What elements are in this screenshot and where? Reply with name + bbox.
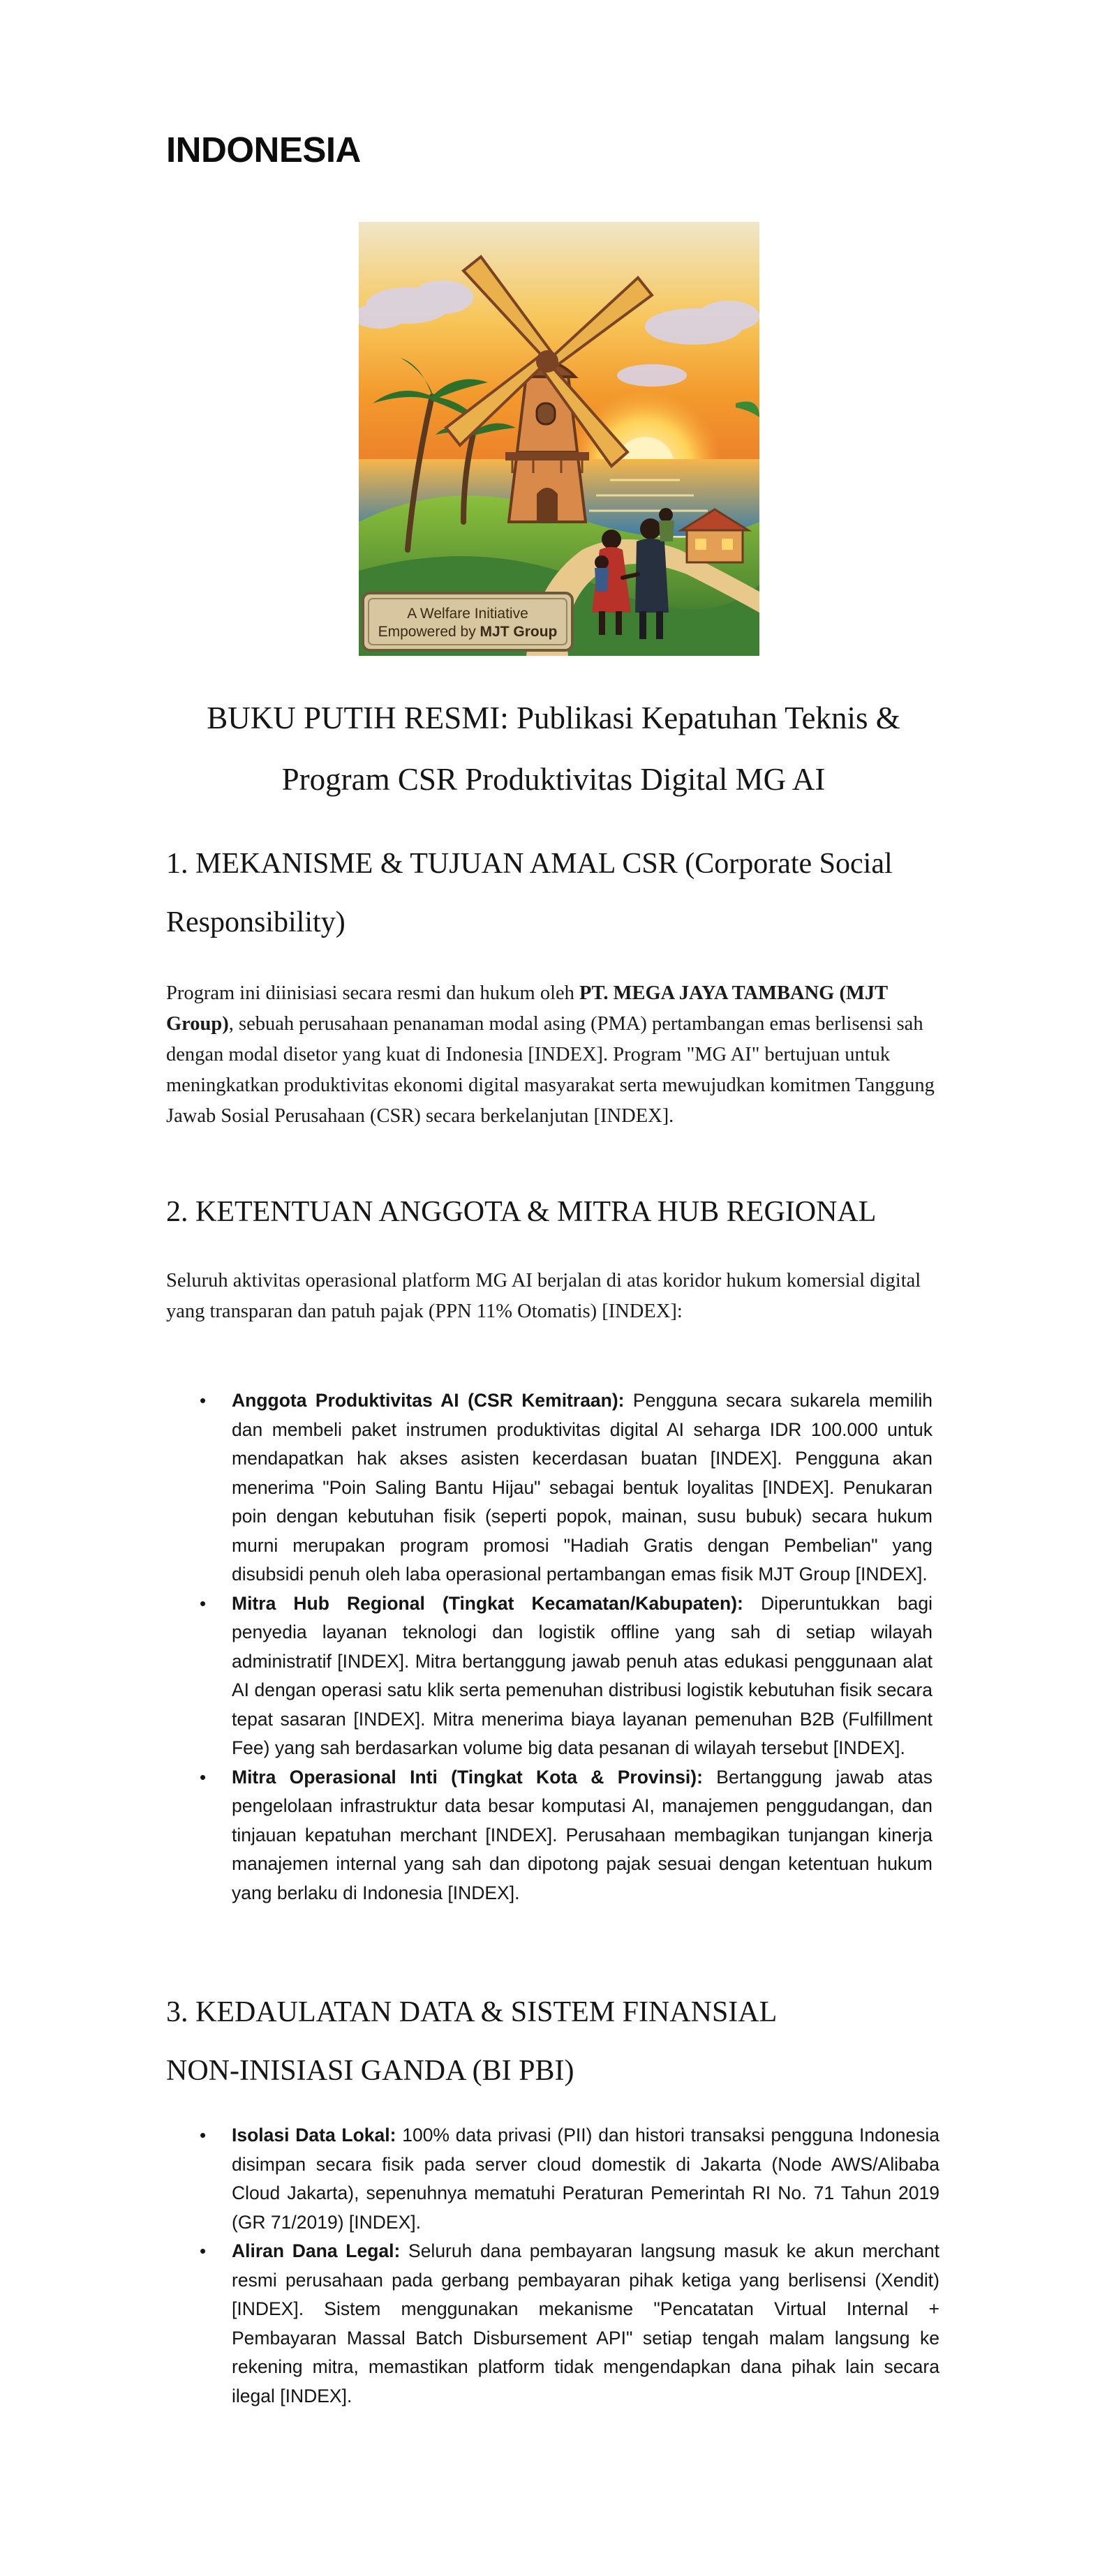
badge-line-1: A Welfare Initiative — [407, 606, 528, 622]
windmill-sunset-image — [359, 222, 759, 656]
cover-illustration — [359, 222, 759, 656]
section-1-heading: 1. MEKANISME & TUJUAN AMAL CSR (Corporate Social Responsibility) — [166, 848, 893, 938]
list-item: • Aliran Dana Legal: Seluruh dana pembayaran langsung masuk ke akun merchant resmi perusahaan pada gerbang pembayaran pihak ketiga yang berlisensi (Xendit) [INDEX]. Sistem menggunakan mekanisme "Pencatatan Virtual Internal + Pembayaran Massal Batch Disbursement API" setiap tengah malam langsung ke rekening mitra, memastikan platform tidak mengendapkan dana pihak lain secara ilegal [INDEX]. — [200, 2237, 939, 2411]
title-line-2: Program CSR Produktivitas Digital MG AI — [281, 762, 826, 797]
bullet-icon: • — [200, 1766, 207, 1788]
section-1-paragraph: Program ini diinisiasi secara resmi dan hukum oleh PT. MEGA JAYA TAMBANG (MJT Group), sebuah perusahaan penanaman modal asing (PMA) pertambangan emas berlisensi sah dengan modal disetor yang kuat di Indonesia [INDEX]. Program "MG AI" bertujuan untuk meningkatkan produktivitas ekonomi digital masyarakat serta mewujudkan komitmen Tanggung Jawab Sosial Perusahaan (CSR) secara berkelanjutan [INDEX]. — [166, 982, 935, 1127]
bullet-icon: • — [200, 2125, 207, 2146]
list-item: • Mitra Operasional Inti (Tingkat Kota & Provinsi): Bertanggung jawab atas pengelolaan infrastruktur data besar komputasi AI, manajemen penggudangan, dan tinjauan kepatuhan merchant [INDEX]. Perusahaan membagikan tunjangan kinerja manajemen internal yang sah dan dipotong pajak sesuai dengan ketentuan hukum yang berlaku di Indonesia [INDEX]. — [200, 1763, 933, 1908]
section-2-list — [200, 1386, 933, 1908]
welfare-badge — [363, 593, 572, 650]
company-name: PT. MEGA JAYA TAMBANG (MJT Group) — [166, 982, 888, 1035]
document-title — [166, 687, 941, 810]
section-2-heading: 2. KETENTUAN ANGGOTA & MITRA HUB REGIONAL — [166, 1196, 877, 1228]
list-item: • Isolasi Data Lokal: 100% data privasi (PII) dan histori transaksi pengguna Indonesia disimpan secara fisik pada server cloud domestik di Jakarta (Node AWS/Alibaba Cloud Jakarta), sepenuhnya mematuhi Peraturan Pemerintah RI No. 71 Tahun 2019 (GR 71/2019) [INDEX]. — [200, 2121, 939, 2237]
title-line-1: BUKU PUTIH RESMI: Publikasi Kepatuhan Teknis & — [207, 701, 900, 735]
section-2-intro: Seluruh aktivitas operasional platform MG AI berjalan di atas koridor hukum komersial digital yang transparan dan patuh pajak (PPN 11% Otomatis) [INDEX]: — [166, 1270, 921, 1322]
section-3-list — [200, 2121, 939, 2411]
list-item: • Mitra Hub Regional (Tingkat Kecamatan/Kabupaten): Diperuntukkan bagi penyedia layanan teknologi dan logistik offline yang sah di setiap wilayah administratif [INDEX]. Mitra bertanggung jawab penuh atas edukasi penggunaan alat AI dengan operasi satu klik serta pemenuhan distribusi logistik kebutuhan fisik secara tepat sasaran [INDEX]. Mitra menerima biaya layanan pemenuhan B2B (Fulfillment Fee) yang sah berdasarkan volume big data pesanan di wilayah tersebut [INDEX]. — [200, 1589, 933, 1763]
country-heading: INDONESIA — [166, 130, 361, 170]
badge-line-2: Empowered by MJT Group — [378, 624, 558, 640]
bullet-icon: • — [200, 1390, 207, 1411]
section-3-heading: 3. KEDAULATAN DATA & SISTEM FINANSIAL NON-INISIASI GANDA (BI PBI) — [166, 1996, 778, 2087]
bullet-icon: • — [200, 2240, 207, 2261]
bullet-icon: • — [200, 1592, 207, 1614]
list-item: • Anggota Produktivitas AI (CSR Kemitraan): Pengguna secara sukarela memilih dan membeli paket instrumen produktivitas digital AI seharga IDR 100.000 untuk mendapatkan hak akses asisten kecerdasan buatan [INDEX]. Pengguna akan menerima "Poin Saling Bantu Hijau" sebagai bentuk loyalitas [INDEX]. Penukaran poin dengan kebutuhan fisik (seperti popok, mainan, susu bubuk) secara hukum murni merupakan program promosi "Hadiah Gratis dengan Pembelian" yang disubsidi penuh oleh laba operasional pertambangan emas fisik MJT Group [INDEX]. — [200, 1386, 933, 1589]
